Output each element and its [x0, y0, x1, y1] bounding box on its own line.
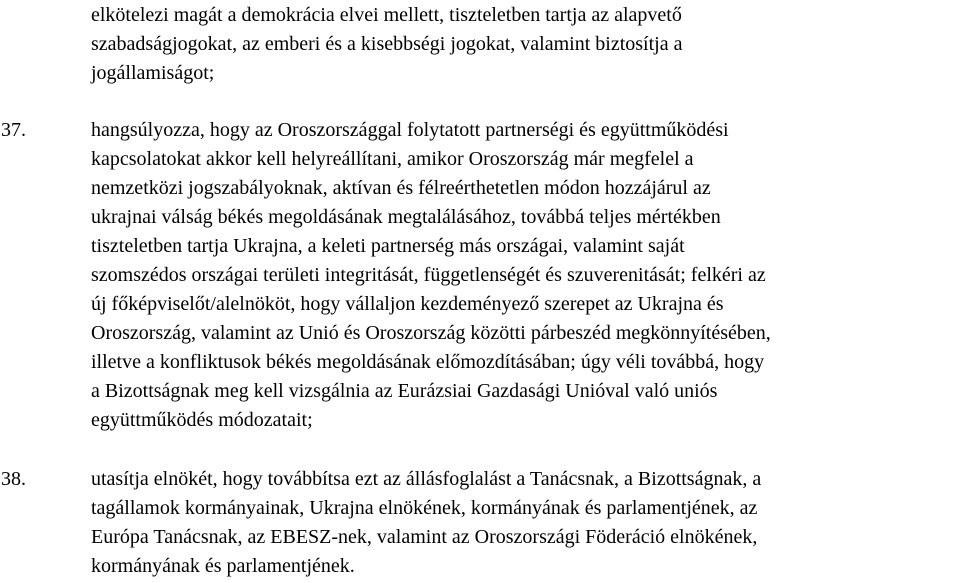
- text-line: kapcsolatokat akkor kell helyreállítani, amikor Oroszország már megfelel a: [91, 148, 694, 170]
- text-line: kormányának és parlamentjének.: [91, 555, 355, 577]
- text-line: Oroszország, valamint az Unió és Oroszország közötti párbeszéd megkönnyítésében,: [91, 322, 771, 344]
- text-line: nemzetközi jogszabályoknak, aktívan és félreérthetetlen módon hozzájárul az: [91, 177, 711, 199]
- text-line: ukrajnai válság békés megoldásának megtalálásához, továbbá teljes mértékben: [91, 206, 721, 228]
- text-line: jogállamiságot;: [91, 62, 215, 84]
- text-line: illetve a konfliktusok békés megoldásának előmozdításában; úgy véli továbbá, hogy: [91, 351, 765, 373]
- paragraph-body: [91, 116, 771, 435]
- text-line: hangsúlyozza, hogy az Oroszországgal folytatott partnerségi és együttműködési: [91, 119, 729, 141]
- paragraph-body: [91, 1, 682, 88]
- text-line: tiszteletben tartja Ukrajna, a keleti partnerség más országai, valamint saját: [91, 235, 685, 257]
- text-line: együttműködés módozatait;: [91, 409, 313, 431]
- text-line: szabadságjogokat, az emberi és a kisebbségi jogokat, valamint biztosítja a: [91, 33, 683, 55]
- text-line: szomszédos országai területi integritását, függetlenségét és szuverenitását; felkéri az: [91, 264, 766, 286]
- paragraph-body: [91, 465, 761, 581]
- text-line: a Bizottságnak meg kell vizsgálnia az Eurázsiai Gazdasági Unióval való uniós: [91, 380, 718, 402]
- text-line: tagállamok kormányainak, Ukrajna elnökének, kormányának és parlamentjének, az: [91, 497, 758, 519]
- text-line: új főképviselőt/alelnököt, hogy vállaljon kezdeményező szerepet az Ukrajna és: [91, 293, 724, 315]
- paragraph-number: 38.: [1, 468, 26, 490]
- paragraph-number: 37.: [1, 119, 26, 141]
- text-line: Európa Tanácsnak, az EBESZ-nek, valamint az Oroszországi Föderáció elnökének,: [91, 526, 758, 548]
- text-line: elkötelezi magát a demokrácia elvei mellett, tiszteletben tartja az alapvető: [91, 4, 682, 26]
- text-line: utasítja elnökét, hogy továbbítsa ezt az állásfoglalást a Tanácsnak, a Bizottságnak, a: [91, 468, 762, 490]
